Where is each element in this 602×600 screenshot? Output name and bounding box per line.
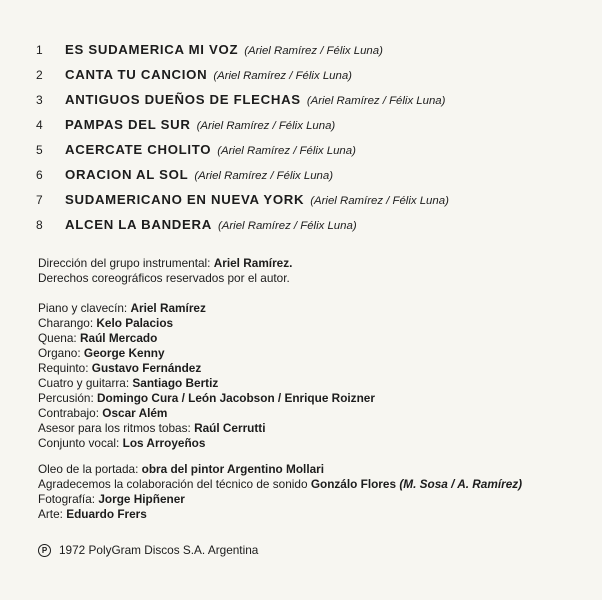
track-credit: (Ariel Ramírez / Félix Luna) bbox=[196, 120, 336, 132]
thanks-line bbox=[38, 477, 522, 492]
track-number: 5 bbox=[36, 143, 43, 157]
cover-credit-line bbox=[38, 462, 522, 477]
rights-line: Derechos coreográficos reservados por el autor. bbox=[38, 271, 290, 285]
track-title: ANTIGUOS DUEÑOS DE FLECHAS bbox=[65, 92, 301, 107]
track-credit: (Ariel Ramírez / Félix Luna) bbox=[217, 220, 357, 232]
track-title: ORACION AL SOL bbox=[65, 167, 189, 182]
track-row bbox=[36, 167, 449, 192]
musician-name: Raúl Mercado bbox=[79, 331, 158, 345]
track-title: CANTA TU CANCION bbox=[65, 67, 208, 82]
track-row bbox=[36, 217, 449, 242]
musician-role: Asesor para los ritmos tobas: bbox=[38, 421, 191, 435]
musician-name: Ariel Ramírez bbox=[130, 301, 206, 315]
track-title: SUDAMERICANO EN NUEVA YORK bbox=[65, 192, 305, 207]
art-credit-line bbox=[38, 507, 522, 522]
photo-credit-line bbox=[38, 492, 522, 507]
production-credits-block bbox=[38, 462, 522, 522]
track-row bbox=[36, 67, 449, 92]
musician-role: Requinto: bbox=[38, 361, 89, 375]
musician-name: Santiago Bertiz bbox=[132, 376, 219, 390]
art-label: Arte: bbox=[38, 507, 63, 521]
track-credit: (Ariel Ramírez / Félix Luna) bbox=[306, 95, 446, 107]
musician-name: Domingo Cura / León Jacobson / Enrique Roizner bbox=[97, 391, 375, 405]
track-credit: (Ariel Ramírez / Félix Luna) bbox=[310, 195, 449, 207]
musician-line bbox=[38, 406, 375, 421]
track-title: ACERCATE CHOLITO bbox=[65, 142, 212, 157]
musician-name: Los Arroyeños bbox=[122, 436, 206, 450]
copyright-text: 1972 PolyGram Discos S.A. Argentina bbox=[59, 543, 259, 557]
musician-role: Piano y clavecín: bbox=[38, 301, 128, 315]
musician-line bbox=[38, 376, 375, 391]
musician-name: Kelo Palacios bbox=[96, 316, 174, 330]
musician-line bbox=[38, 346, 375, 361]
art-value: Eduardo Frers bbox=[66, 507, 147, 521]
track-number: 3 bbox=[36, 93, 43, 107]
musician-line bbox=[38, 316, 375, 331]
photo-label: Fotografía: bbox=[38, 492, 96, 506]
copyright-line bbox=[38, 543, 258, 557]
track-credit: (Ariel Ramírez / Félix Luna) bbox=[244, 45, 383, 57]
track-row bbox=[36, 42, 449, 67]
musician-name: Gustavo Fernández bbox=[91, 361, 202, 375]
musician-role: Contrabajo: bbox=[38, 406, 99, 420]
musicians-block bbox=[38, 301, 375, 451]
track-credit: (Ariel Ramírez / Félix Luna) bbox=[213, 70, 352, 82]
track-credit: (Ariel Ramírez / Félix Luna) bbox=[194, 170, 333, 182]
direction-value: Ariel Ramírez. bbox=[213, 256, 293, 270]
track-number: 1 bbox=[36, 43, 43, 57]
track-credit: (Ariel Ramírez / Félix Luna) bbox=[217, 145, 356, 157]
musician-line bbox=[38, 301, 375, 316]
track-number: 6 bbox=[36, 168, 43, 182]
track-row bbox=[36, 192, 449, 217]
musician-role: Organo: bbox=[38, 346, 81, 360]
musician-line bbox=[38, 436, 375, 451]
musician-line bbox=[38, 421, 375, 436]
musician-name: Oscar Além bbox=[102, 406, 168, 420]
track-row bbox=[36, 92, 449, 117]
track-number: 4 bbox=[36, 118, 43, 132]
thanks-note: (M. Sosa / A. Ramírez) bbox=[399, 477, 523, 491]
musician-role: Percusión: bbox=[38, 391, 94, 405]
track-title: PAMPAS DEL SUR bbox=[65, 117, 191, 132]
track-number: 8 bbox=[36, 218, 43, 232]
direction-label: Dirección del grupo instrumental: bbox=[38, 256, 211, 270]
musician-line bbox=[38, 391, 375, 406]
direction-line bbox=[38, 256, 292, 271]
track-title: ES SUDAMERICA MI VOZ bbox=[65, 42, 239, 57]
track-row bbox=[36, 117, 449, 142]
photo-value: Jorge Hipñener bbox=[98, 492, 185, 506]
phonogram-copyright-icon: P bbox=[38, 544, 51, 557]
thanks-value: Gonzálo Flores bbox=[310, 477, 397, 491]
cover-label: Oleo de la portada: bbox=[38, 462, 139, 476]
musician-role: Charango: bbox=[38, 316, 94, 330]
track-number: 7 bbox=[36, 193, 43, 207]
musician-name: Raúl Cerrutti bbox=[194, 421, 266, 435]
thanks-label: Agradecemos la colaboración del técnico de sonido bbox=[38, 477, 308, 491]
musician-name: George Kenny bbox=[83, 346, 165, 360]
track-number: 2 bbox=[36, 68, 43, 82]
musician-role: Cuatro y guitarra: bbox=[38, 376, 130, 390]
direction-block bbox=[38, 256, 292, 286]
track-title: ALCEN LA BANDERA bbox=[65, 217, 212, 232]
musician-role: Quena: bbox=[38, 331, 77, 345]
cover-value: obra del pintor Argentino Mollari bbox=[141, 462, 325, 476]
track-list bbox=[36, 42, 449, 242]
musician-line bbox=[38, 331, 375, 346]
musician-role: Conjunto vocal: bbox=[38, 436, 120, 450]
musician-line bbox=[38, 361, 375, 376]
track-row bbox=[36, 142, 449, 167]
